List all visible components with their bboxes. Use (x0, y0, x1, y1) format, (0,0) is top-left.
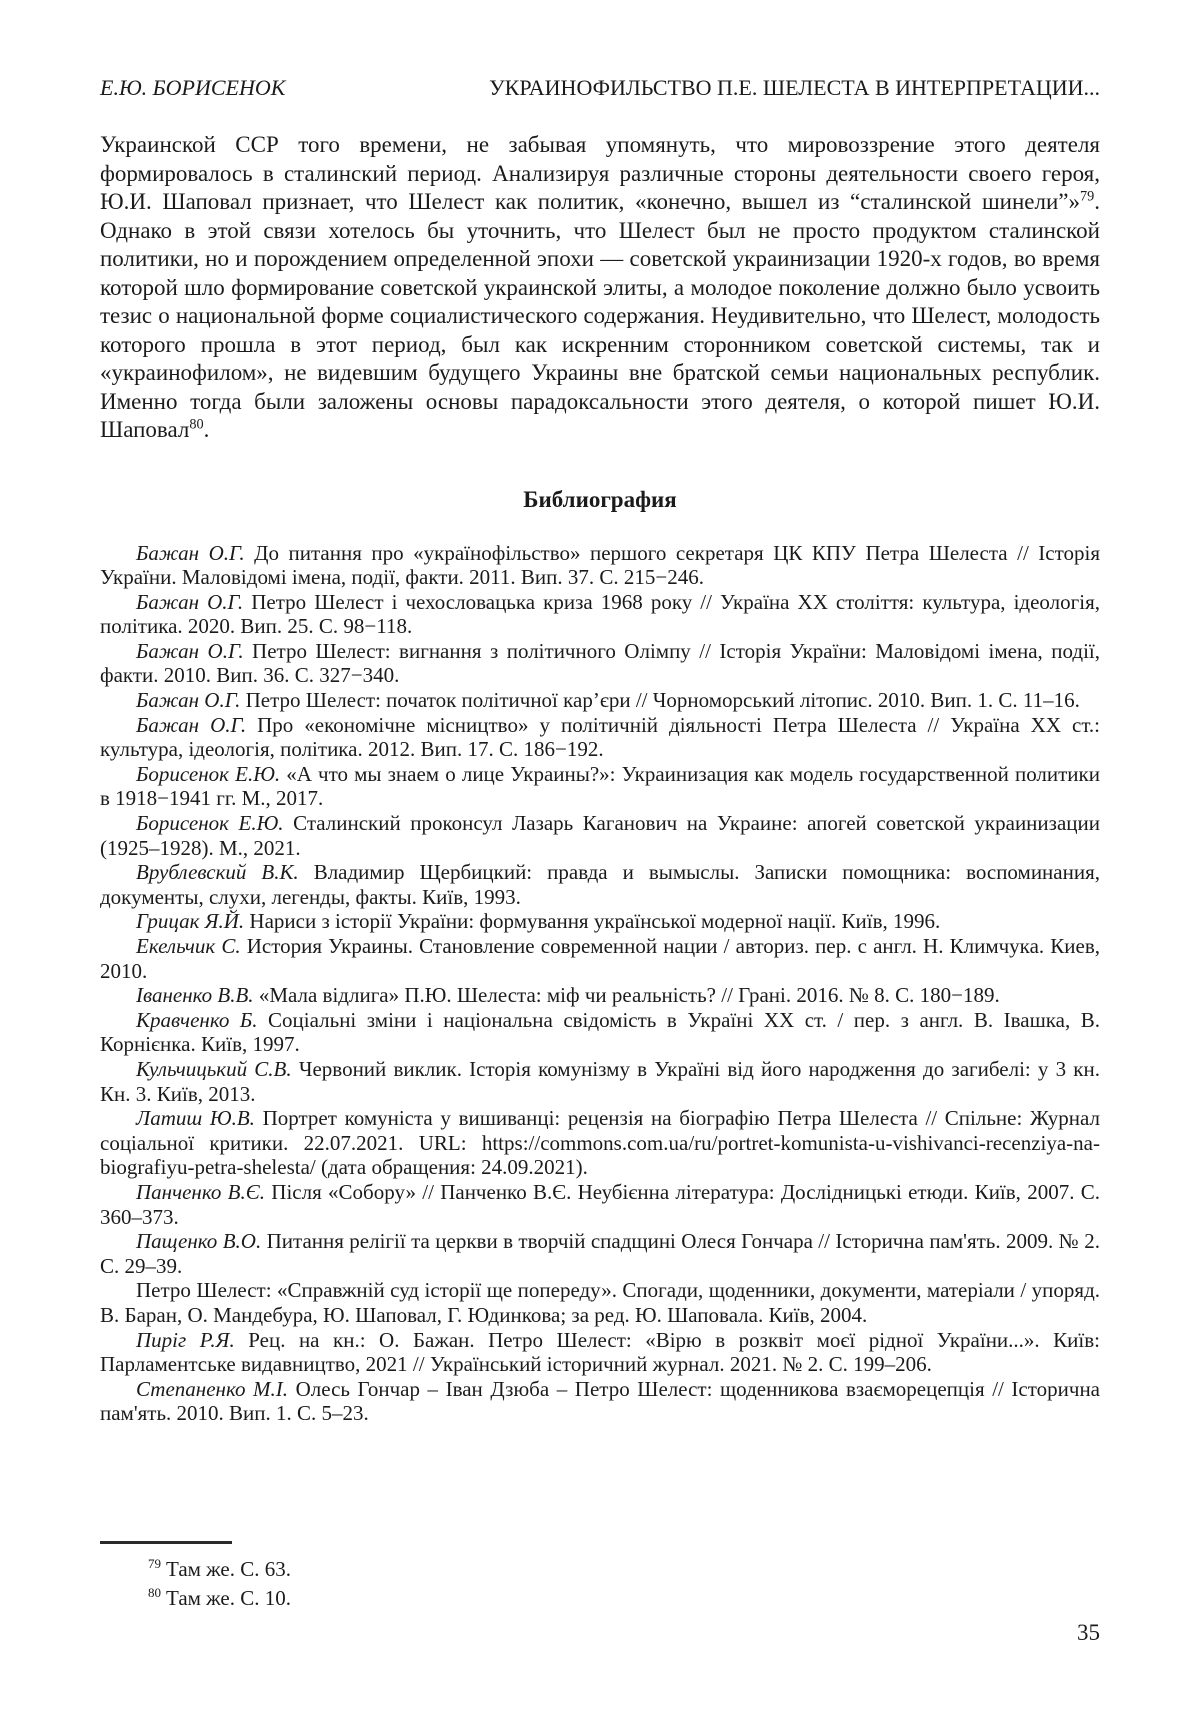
running-head-author: Е.Ю. БОРИСЕНОК (100, 75, 286, 100)
footnote-number: 80 (148, 1584, 162, 1600)
bib-entry-text: Про «економічне місництво» у політичній діяльності Петра Шелеста // Україна ХХ ст.: культура, ідеологія, політика. 2012. Вип. 17. С. 186−192. (100, 712, 1101, 762)
bib-entry-text: Рец. на кн.: О. Бажан. Петро Шелест: «Вірю в розквіт моєї рідної України...». Київ: Парламентське видавництво, 2021 // Український історичний журнал. 2021. № 2. С. 199–206. (100, 1327, 1100, 1377)
bib-entry (100, 1106, 1100, 1180)
bib-entry-text: Нариси з історії України: формування української модерної нації. Київ, 1996. (244, 909, 941, 934)
page-content (100, 75, 1100, 1426)
bib-entry-text: Сталинский проконсул Лазарь Каганович на Украине: апогей советской украинизации (1925–1928). М., 2021. (100, 811, 1100, 860)
bib-entry (100, 1377, 1100, 1426)
bib-entry-text: «А что мы знаем о лице Украины?»: Украинизация как модель государственной политики в 1918−1941 гг. М., 2017. (100, 761, 1100, 811)
footnote-number: 79 (148, 1555, 162, 1571)
bib-entry-text: Питання релігії та церкви в творчій спадщині Олеся Гончара // Історична пам'ять. 2009. № 2. С. 29–39. (100, 1229, 1101, 1278)
bib-entry-author: Бажан О.Г. (136, 638, 244, 663)
footnote-separator (100, 1541, 232, 1544)
footnote-text: Там же. С. 10. (166, 1585, 291, 1610)
bib-entry (100, 811, 1100, 860)
bib-entry (100, 983, 1100, 1008)
bib-entry (100, 713, 1100, 762)
bib-entry-text: Петро Шелест і чехословацька криза 1968 року // Україна ХХ століття: культура, ідеологія, політика. 2020. Вип. 25. С. 98−118. (100, 589, 1100, 639)
footnotes-list (100, 1555, 1100, 1613)
bib-entry (100, 762, 1100, 811)
page-number: 35 (1077, 1620, 1100, 1645)
bib-entry-text: «Мала відлига» П.Ю. Шелеста: міф чи реальність? // Грані. 2016. № 8. С. 180−189. (253, 983, 1000, 1008)
bib-entry-author: Бажан О.Г. (136, 589, 244, 614)
bib-entry (100, 860, 1100, 909)
bib-entry-author: Врублевский В.К. (136, 860, 299, 885)
bib-entry-author: Кравченко Б. (136, 1007, 258, 1032)
bib-entry (100, 1278, 1100, 1327)
bib-entry (100, 1180, 1100, 1229)
bib-entry (100, 688, 1100, 713)
bib-entry-text: Портрет комуніста у вишиванці: рецензія на біографію Петра Шелеста // Спільне: Журнал соціальної критики. 22.07.2021. URL: https://commons.com.ua/ru/portret-komunista-u-vishivanci-recenziya-na-biografiyu-petra-shelesta/ (дата обращения: 24.09.2021). (100, 1106, 1100, 1180)
running-head-title: УКРАИНОФИЛЬСТВО П.Е. ШЕЛЕСТА В ИНТЕРПРЕТАЦИИ... (489, 75, 1100, 100)
bib-entry-text: Владимир Щербицкий: правда и вымыслы. Записки помощника: воспоминания, документы, слухи, легенды, факты. Київ, 1993. (100, 860, 1101, 909)
bib-entry-text: Соціальні зміни і національна свідомість в Україні ХХ ст. / пер. з англ. В. Івашка, В. Корнієнка. Київ, 1997. (100, 1007, 1100, 1057)
running-head (100, 75, 1100, 101)
bib-entry-author: Пиріг Р.Я. (136, 1327, 235, 1352)
bib-entry (100, 1057, 1100, 1106)
bib-entry-author: Іваненко В.В. (136, 983, 254, 1008)
bib-entry (100, 639, 1100, 688)
footnote (100, 1555, 1100, 1584)
bib-entry-text: Петро Шелест: «Справжній суд історії ще попереду». Спогади, щоденники, документи, матеріали / упоряд. В. Баран, О. Мандебура, Ю. Шаповал, Г. Юдинкова; за ред. Ю. Шаповала. Київ, 2004. (100, 1278, 1100, 1327)
bib-entry (100, 590, 1100, 639)
bib-entry (100, 934, 1100, 983)
footnote-ref: 80 (189, 416, 204, 433)
bib-entry-text: До питання про «українофільство» першого секретаря ЦК КПУ Петра Шелеста // Історія України. Маловідомі імена, події, факти. 2011. Вип. 37. С. 215−246. (100, 540, 1101, 590)
bibliography-list (100, 541, 1100, 1426)
bib-entry (100, 1328, 1100, 1377)
bib-entry-text: Червоний виклик. Історія комунізму в Україні від його народження до загибелі: у 3 кн. Кн. 3. Київ, 2013. (100, 1056, 1100, 1106)
bib-entry-author: Бажан О.Г. (136, 688, 241, 713)
footnote-ref: 79 (1080, 188, 1095, 205)
body-paragraph: Украинской ССР того времени, не забывая упомянуть, что мировоззрение этого деятеля формировалось в сталинский период. Анализируя различные стороны деятельности своего героя, Ю.И. Шаповал признает, что Шелест как политик, «конечно, вышел из “сталинской шинели”»$^{79}$. Однако в этой связи хотелось бы уточнить, что Шелест был не просто продуктом сталинской политики, но и порождением определенной эпохи — советской украинизации 1920-х годов, во время которой шло формирование советской украинской элиты, а молодое поколение должно было усвоить тезис о национальной форме социалистического содержания. Неудивительно, что Шелест, молодость которого прошла в этот период, был как искренним сторонником советской системы, так и «украинофилом», не видевшим будущего Украины вне братской семьи национальных республик. Именно тогда были заложены основы парадоксальности этого деятеля, о которой пишет Ю.И. Шаповал$^{80}$. (100, 132, 1100, 442)
footnote (100, 1584, 1100, 1613)
bib-entry (100, 909, 1100, 934)
bib-entry-text: Петро Шелест: вигнання з політичного Олімпу // Історія України: Маловідомі імена, події, факти. 2010. Вип. 36. С. 327−340. (100, 638, 1100, 688)
bib-entry-author: Пащенко В.О. (136, 1229, 262, 1254)
bib-entry-author: Грицак Я.Й. (136, 909, 245, 934)
bib-entry-author: Панченко В.Є. (136, 1179, 266, 1204)
bib-entry (100, 1229, 1100, 1278)
bib-entry-author: Кульчицький С.В. (136, 1056, 292, 1081)
footnote-area (100, 1541, 1100, 1613)
bib-entry-text: История Украины. Становление современной нации / авториз. пер. с англ. Н. Климчука. Киев, 2010. (100, 934, 1101, 983)
bib-entry-text: Петро Шелест: початок політичної кар’єри // Чорноморський літопис. 2010. Вип. 1. С. 11–16. (240, 688, 1080, 713)
bib-entry (100, 1008, 1100, 1057)
bibliography-heading: Библиография (523, 486, 677, 512)
bib-entry-author: Латиш Ю.В. (136, 1106, 255, 1131)
bib-entry-author: Степаненко М.І. (136, 1376, 289, 1401)
bib-entry-text: Олесь Гончар – Іван Дзюба – Петро Шелест: щоденникова взаєморецепція // Історична пам'ять. 2010. Вип. 1. С. 5–23. (100, 1376, 1100, 1426)
bib-entry-author: Екельчик С. (136, 934, 241, 958)
bib-entry-author: Бажан О.Г. (136, 712, 247, 737)
bib-entry (100, 541, 1100, 590)
bib-entry-author: Борисенок Е.Ю. (136, 811, 284, 836)
bib-entry-text: Після «Собору» // Панченко В.Є. Неубієнна література: Дослідницькі етюди. Київ, 2007. С. 360–373. (100, 1179, 1100, 1229)
bib-entry-author: Борисенок Е.Ю. (136, 761, 281, 786)
bib-entry-author: Бажан О.Г. (136, 540, 245, 565)
footnote-text: Там же. С. 63. (166, 1556, 291, 1581)
